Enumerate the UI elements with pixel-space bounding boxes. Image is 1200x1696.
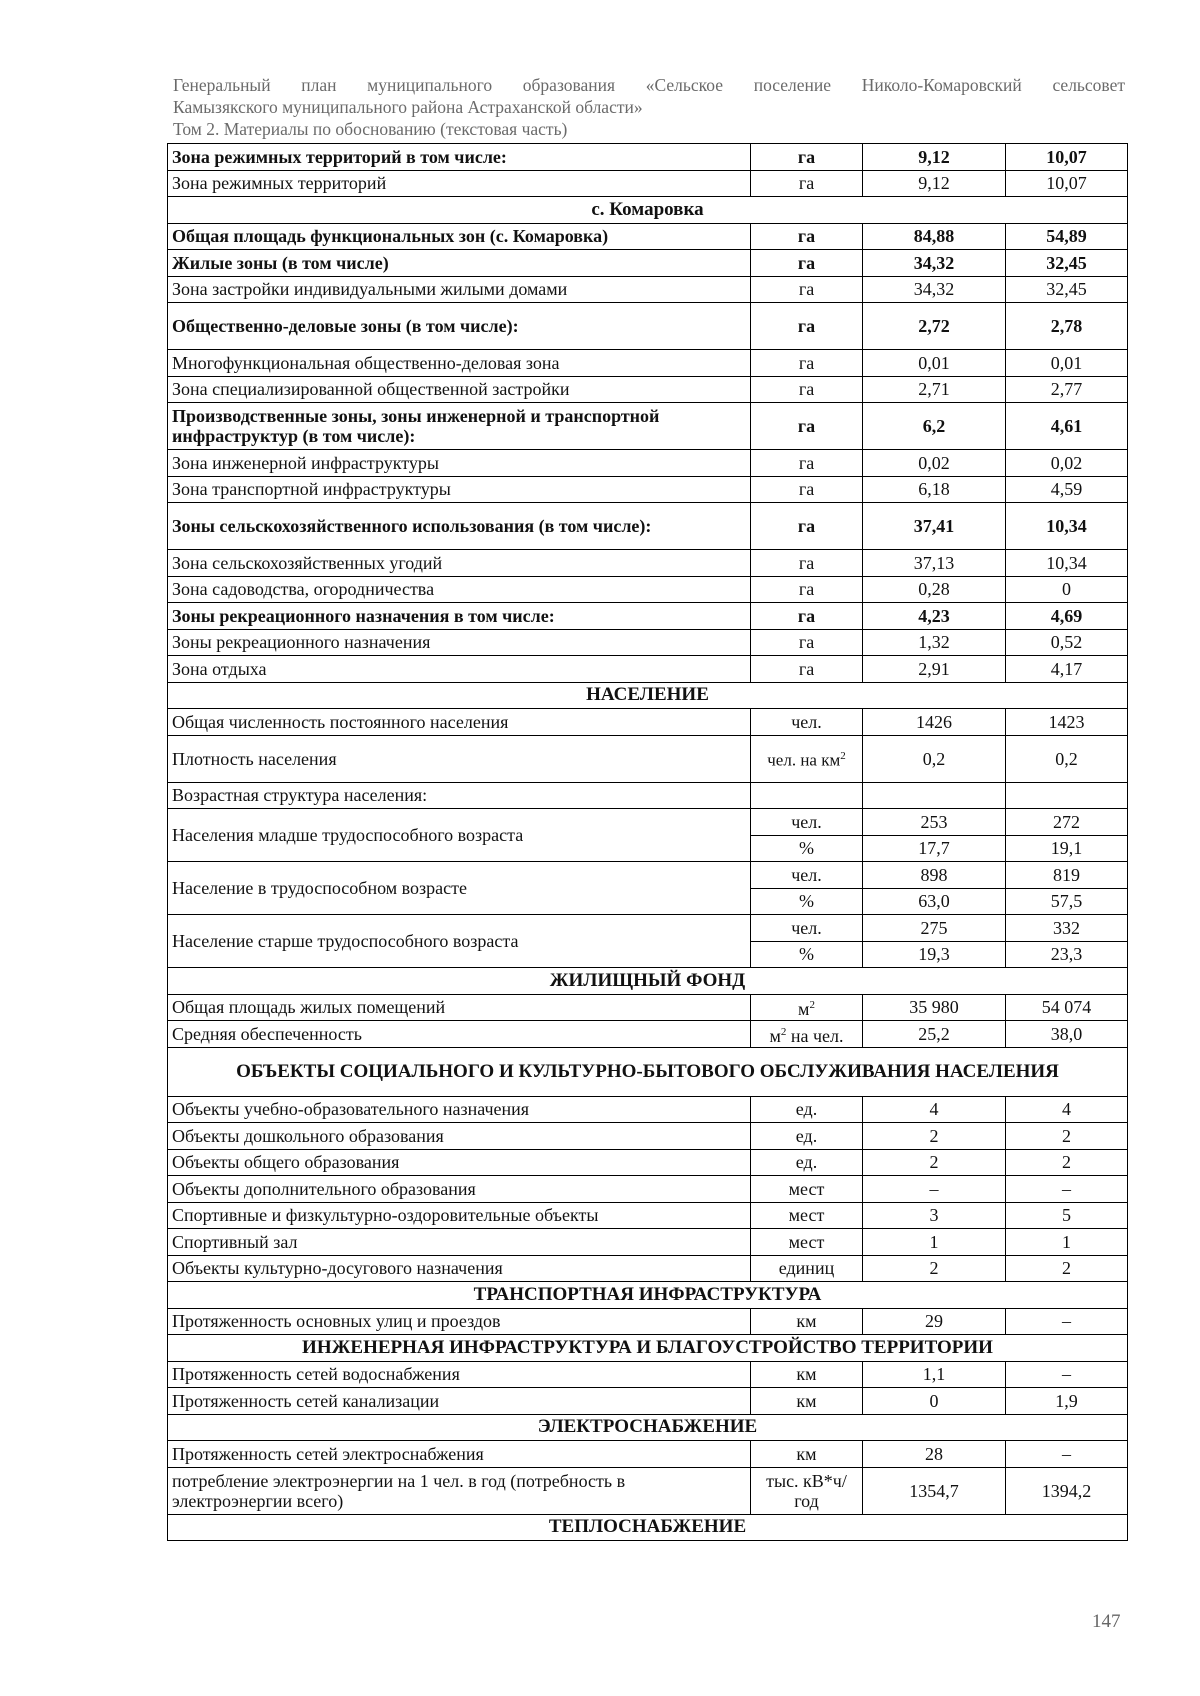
table-row	[168, 629, 1128, 656]
indicators-table-body	[168, 144, 1128, 1541]
value-current: 63,0	[863, 888, 1006, 915]
value-current: 2,71	[863, 376, 1006, 403]
value-current	[863, 782, 1006, 809]
indicator-label: Протяженность основных улиц и проездов	[168, 1308, 751, 1335]
value-projected: 332	[1006, 915, 1128, 942]
section-title: с. Комаровка	[168, 197, 1128, 224]
indicator-label: Производственные зоны, зоны инженерной и транспортной инфраструктур (в том числе):	[168, 403, 751, 450]
section-title: НАСЕЛЕНИЕ	[168, 682, 1128, 709]
table-row	[168, 1229, 1128, 1256]
unit-cell: ед.	[751, 1096, 863, 1123]
indicator-label: Жилые зоны (в том числе)	[168, 250, 751, 277]
unit-cell	[751, 1021, 863, 1048]
value-projected: 0,02	[1006, 450, 1128, 477]
table-row	[168, 782, 1128, 809]
value-projected: 54 074	[1006, 994, 1128, 1021]
section-row	[168, 968, 1128, 995]
indicator-label: Общая площадь функциональных зон (с. Комаровка)	[168, 223, 751, 250]
value-projected: 1	[1006, 1229, 1128, 1256]
value-current: 9,12	[863, 144, 1006, 171]
unit-cell: ед.	[751, 1149, 863, 1176]
value-current: 28	[863, 1441, 1006, 1468]
indicator-label: Объекты дополнительного образования	[168, 1176, 751, 1203]
value-current: 17,7	[863, 835, 1006, 862]
table-row	[168, 1202, 1128, 1229]
table-row	[168, 576, 1128, 603]
value-current: 2,91	[863, 656, 1006, 683]
indicator-label: Объекты культурно-досугового назначения	[168, 1255, 751, 1282]
unit-superscript: 2	[840, 750, 846, 763]
table-row	[168, 450, 1128, 477]
indicator-label: Зона отдыха	[168, 656, 751, 683]
value-current: 6,18	[863, 476, 1006, 503]
unit-cell: чел.	[751, 709, 863, 736]
value-projected: 0,01	[1006, 350, 1128, 377]
unit-text: м	[769, 1025, 781, 1046]
section-title: ЖИЛИЩНЫЙ ФОНД	[168, 968, 1128, 995]
section-title: ИНЖЕНЕРНАЯ ИНФРАСТРУКТУРА И БЛАГОУСТРОЙСТВО ТЕРРИТОРИИ	[168, 1335, 1128, 1362]
unit-cell: га	[751, 629, 863, 656]
value-current: 6,2	[863, 403, 1006, 450]
indicator-label: Зона режимных территорий в том числе:	[168, 144, 751, 171]
table-row	[168, 994, 1128, 1021]
indicator-label: Объекты дошкольного образования	[168, 1123, 751, 1150]
unit-cell: км	[751, 1388, 863, 1415]
value-current: 2	[863, 1149, 1006, 1176]
unit-cell: ед.	[751, 1123, 863, 1150]
value-current: 34,32	[863, 276, 1006, 303]
unit-superscript: 2	[780, 1025, 787, 1038]
value-projected: 1394,2	[1006, 1467, 1128, 1514]
unit-cell: га	[751, 603, 863, 630]
unit-cell: км	[751, 1441, 863, 1468]
value-projected: 10,07	[1006, 170, 1128, 197]
table-row	[168, 376, 1128, 403]
value-projected: 10,07	[1006, 144, 1128, 171]
section-title: ОБЪЕКТЫ СОЦИАЛЬНОГО И КУЛЬТУРНО-БЫТОВОГО ОБСЛУЖИВАНИЯ НАСЕЛЕНИЯ	[168, 1047, 1128, 1096]
value-projected: 0,52	[1006, 629, 1128, 656]
section-title: ЭЛЕКТРОСНАБЖЕНИЕ	[168, 1414, 1128, 1441]
unit-cell: га	[751, 656, 863, 683]
section-row	[168, 1047, 1128, 1096]
table-row	[168, 144, 1128, 171]
value-current: 2	[863, 1123, 1006, 1150]
unit-text: на чел.	[786, 1025, 844, 1046]
table-row	[168, 1176, 1128, 1203]
value-projected: 32,45	[1006, 276, 1128, 303]
table-row	[168, 550, 1128, 577]
table-row	[168, 656, 1128, 683]
table-row	[168, 250, 1128, 277]
value-projected: –	[1006, 1176, 1128, 1203]
indicator-label: Протяженность сетей канализации	[168, 1388, 751, 1415]
unit-cell	[751, 782, 863, 809]
value-projected: –	[1006, 1441, 1128, 1468]
unit-cell	[751, 735, 863, 782]
value-current: 2	[863, 1255, 1006, 1282]
table-row	[168, 476, 1128, 503]
value-projected: 2,78	[1006, 303, 1128, 350]
value-projected: 10,34	[1006, 550, 1128, 577]
value-projected: 1,9	[1006, 1388, 1128, 1415]
unit-superscript: 2	[809, 999, 815, 1012]
indicator-label: Протяженность сетей водоснабжения	[168, 1361, 751, 1388]
section-row	[168, 1282, 1128, 1309]
unit-cell: га	[751, 144, 863, 171]
value-current: 84,88	[863, 223, 1006, 250]
indicator-label: Зона садоводства, огородничества	[168, 576, 751, 603]
value-current: 3	[863, 1202, 1006, 1229]
table-row	[168, 223, 1128, 250]
table-row	[168, 915, 1128, 942]
indicator-label: Спортивный зал	[168, 1229, 751, 1256]
table-row	[168, 1441, 1128, 1468]
indicator-label: потребление электроэнергии на 1 чел. в год (потребность в электроэнергии всего)	[168, 1467, 751, 1514]
indicator-label: Зона транспортной инфраструктуры	[168, 476, 751, 503]
unit-cell: мест	[751, 1176, 863, 1203]
table-row	[168, 1255, 1128, 1282]
indicator-label: Населения младше трудоспособного возраста	[168, 809, 751, 862]
section-row	[168, 197, 1128, 224]
value-current: 253	[863, 809, 1006, 836]
value-projected: 4,69	[1006, 603, 1128, 630]
unit-cell: га	[751, 376, 863, 403]
unit-cell: чел.	[751, 915, 863, 942]
unit-cell: %	[751, 941, 863, 968]
section-row	[168, 682, 1128, 709]
unit-text: чел. на км	[767, 750, 841, 770]
table-row	[168, 603, 1128, 630]
value-projected: 5	[1006, 1202, 1128, 1229]
indicator-label: Зона инженерной инфраструктуры	[168, 450, 751, 477]
value-projected: 23,3	[1006, 941, 1128, 968]
indicator-label: Зоны рекреационного назначения	[168, 629, 751, 656]
value-current: 35 980	[863, 994, 1006, 1021]
unit-cell: га	[751, 223, 863, 250]
unit-cell: га	[751, 550, 863, 577]
indicator-label: Объекты общего образования	[168, 1149, 751, 1176]
value-current: 1426	[863, 709, 1006, 736]
indicator-label: Плотность населения	[168, 735, 751, 782]
unit-cell: км	[751, 1361, 863, 1388]
unit-cell: единиц	[751, 1255, 863, 1282]
value-current: 2,72	[863, 303, 1006, 350]
indicator-label: Протяженность сетей электроснабжения	[168, 1441, 751, 1468]
indicator-label: Общая площадь жилых помещений	[168, 994, 751, 1021]
indicator-label: Зона сельскохозяйственных угодий	[168, 550, 751, 577]
table-row	[168, 709, 1128, 736]
indicator-label: Население в трудоспособном возрасте	[168, 862, 751, 915]
indicator-label: Возрастная структура населения:	[168, 782, 751, 809]
value-current: 37,41	[863, 503, 1006, 550]
unit-cell: га	[751, 303, 863, 350]
value-projected: 57,5	[1006, 888, 1128, 915]
value-current: 0	[863, 1388, 1006, 1415]
indicator-label: Зона режимных территорий	[168, 170, 751, 197]
value-projected: 38,0	[1006, 1021, 1128, 1048]
unit-cell	[751, 994, 863, 1021]
table-row	[168, 1308, 1128, 1335]
value-projected: 19,1	[1006, 835, 1128, 862]
header-line-3: Том 2. Материалы по обоснованию (текстовая часть)	[173, 119, 568, 139]
value-current: 29	[863, 1308, 1006, 1335]
section-title: ТЕПЛОСНАБЖЕНИЕ	[168, 1514, 1128, 1541]
value-current: 0,02	[863, 450, 1006, 477]
unit-cell: га	[751, 476, 863, 503]
unit-cell: га	[751, 350, 863, 377]
value-current: 0,01	[863, 350, 1006, 377]
value-projected: 272	[1006, 809, 1128, 836]
indicator-label: Зоны сельскохозяйственного использования (в том числе):	[168, 503, 751, 550]
unit-cell: чел.	[751, 862, 863, 889]
value-current: 898	[863, 862, 1006, 889]
value-projected: 4,17	[1006, 656, 1128, 683]
value-projected: 2,77	[1006, 376, 1128, 403]
value-current: 0,28	[863, 576, 1006, 603]
unit-cell: га	[751, 403, 863, 450]
value-projected: 10,34	[1006, 503, 1128, 550]
unit-cell: га	[751, 170, 863, 197]
table-row	[168, 170, 1128, 197]
table-row	[168, 503, 1128, 550]
value-projected: –	[1006, 1308, 1128, 1335]
value-current: 0,2	[863, 735, 1006, 782]
section-row	[168, 1414, 1128, 1441]
value-current: 4,23	[863, 603, 1006, 630]
indicator-label: Зоны рекреационного назначения в том числе:	[168, 603, 751, 630]
table-row	[168, 1361, 1128, 1388]
value-projected: 4	[1006, 1096, 1128, 1123]
document-header	[173, 74, 1125, 140]
indicator-label: Объекты учебно-образовательного назначения	[168, 1096, 751, 1123]
indicator-label: Зона специализированной общественной застройки	[168, 376, 751, 403]
value-projected: 2	[1006, 1255, 1128, 1282]
table-row	[168, 1096, 1128, 1123]
page-number: 147	[1092, 1611, 1121, 1632]
indicator-label: Зона застройки индивидуальными жилыми домами	[168, 276, 751, 303]
value-current: 275	[863, 915, 1006, 942]
unit-cell: км	[751, 1308, 863, 1335]
table-row	[168, 1388, 1128, 1415]
unit-cell: %	[751, 888, 863, 915]
unit-cell: га	[751, 276, 863, 303]
indicator-label: Средняя обеспеченность	[168, 1021, 751, 1048]
value-current: 19,3	[863, 941, 1006, 968]
table-row	[168, 1123, 1128, 1150]
value-current: –	[863, 1176, 1006, 1203]
value-projected: 2	[1006, 1149, 1128, 1176]
table-row	[168, 862, 1128, 889]
unit-cell: га	[751, 250, 863, 277]
table-row	[168, 735, 1128, 782]
unit-text: м	[798, 999, 810, 1020]
value-current: 1354,7	[863, 1467, 1006, 1514]
table-row	[168, 809, 1128, 836]
indicators-table	[167, 143, 1128, 1541]
value-projected: 0	[1006, 576, 1128, 603]
value-current: 4	[863, 1096, 1006, 1123]
value-current: 1,1	[863, 1361, 1006, 1388]
unit-cell: тыс. кВ*ч/год	[751, 1467, 863, 1514]
table-row	[168, 403, 1128, 450]
table-row	[168, 350, 1128, 377]
value-projected: 0,2	[1006, 735, 1128, 782]
value-current: 9,12	[863, 170, 1006, 197]
section-title: ТРАНСПОРТНАЯ ИНФРАСТРУКТУРА	[168, 1282, 1128, 1309]
value-current: 34,32	[863, 250, 1006, 277]
unit-cell: мест	[751, 1229, 863, 1256]
table-row	[168, 1467, 1128, 1514]
value-projected: 4,61	[1006, 403, 1128, 450]
value-current: 1	[863, 1229, 1006, 1256]
indicator-label: Многофункциональная общественно-деловая зона	[168, 350, 751, 377]
value-projected: 2	[1006, 1123, 1128, 1150]
value-projected: 4,59	[1006, 476, 1128, 503]
unit-cell: мест	[751, 1202, 863, 1229]
value-current: 25,2	[863, 1021, 1006, 1048]
value-projected: 819	[1006, 862, 1128, 889]
indicator-label: Население старше трудоспособного возраста	[168, 915, 751, 968]
value-projected: 1423	[1006, 709, 1128, 736]
table-row	[168, 276, 1128, 303]
section-row	[168, 1335, 1128, 1362]
value-projected: –	[1006, 1361, 1128, 1388]
value-projected: 32,45	[1006, 250, 1128, 277]
unit-cell: га	[751, 576, 863, 603]
header-line-1: Генеральный план муниципального образования «Сельское поселение Николо-Комаровский сельсовет	[173, 75, 1125, 95]
table-row	[168, 1149, 1128, 1176]
table-row	[168, 303, 1128, 350]
indicator-label: Общественно-деловые зоны (в том числе):	[168, 303, 751, 350]
value-current: 37,13	[863, 550, 1006, 577]
unit-cell: %	[751, 835, 863, 862]
value-current: 1,32	[863, 629, 1006, 656]
section-row	[168, 1514, 1128, 1541]
value-projected	[1006, 782, 1128, 809]
header-line-2: Камызякского муниципального района Астраханской области»	[173, 97, 643, 117]
unit-cell: га	[751, 503, 863, 550]
indicator-label: Общая численность постоянного населения	[168, 709, 751, 736]
value-projected: 54,89	[1006, 223, 1128, 250]
table-row	[168, 1021, 1128, 1048]
unit-cell: чел.	[751, 809, 863, 836]
indicator-label: Спортивные и физкультурно-оздоровительные объекты	[168, 1202, 751, 1229]
unit-cell: га	[751, 450, 863, 477]
